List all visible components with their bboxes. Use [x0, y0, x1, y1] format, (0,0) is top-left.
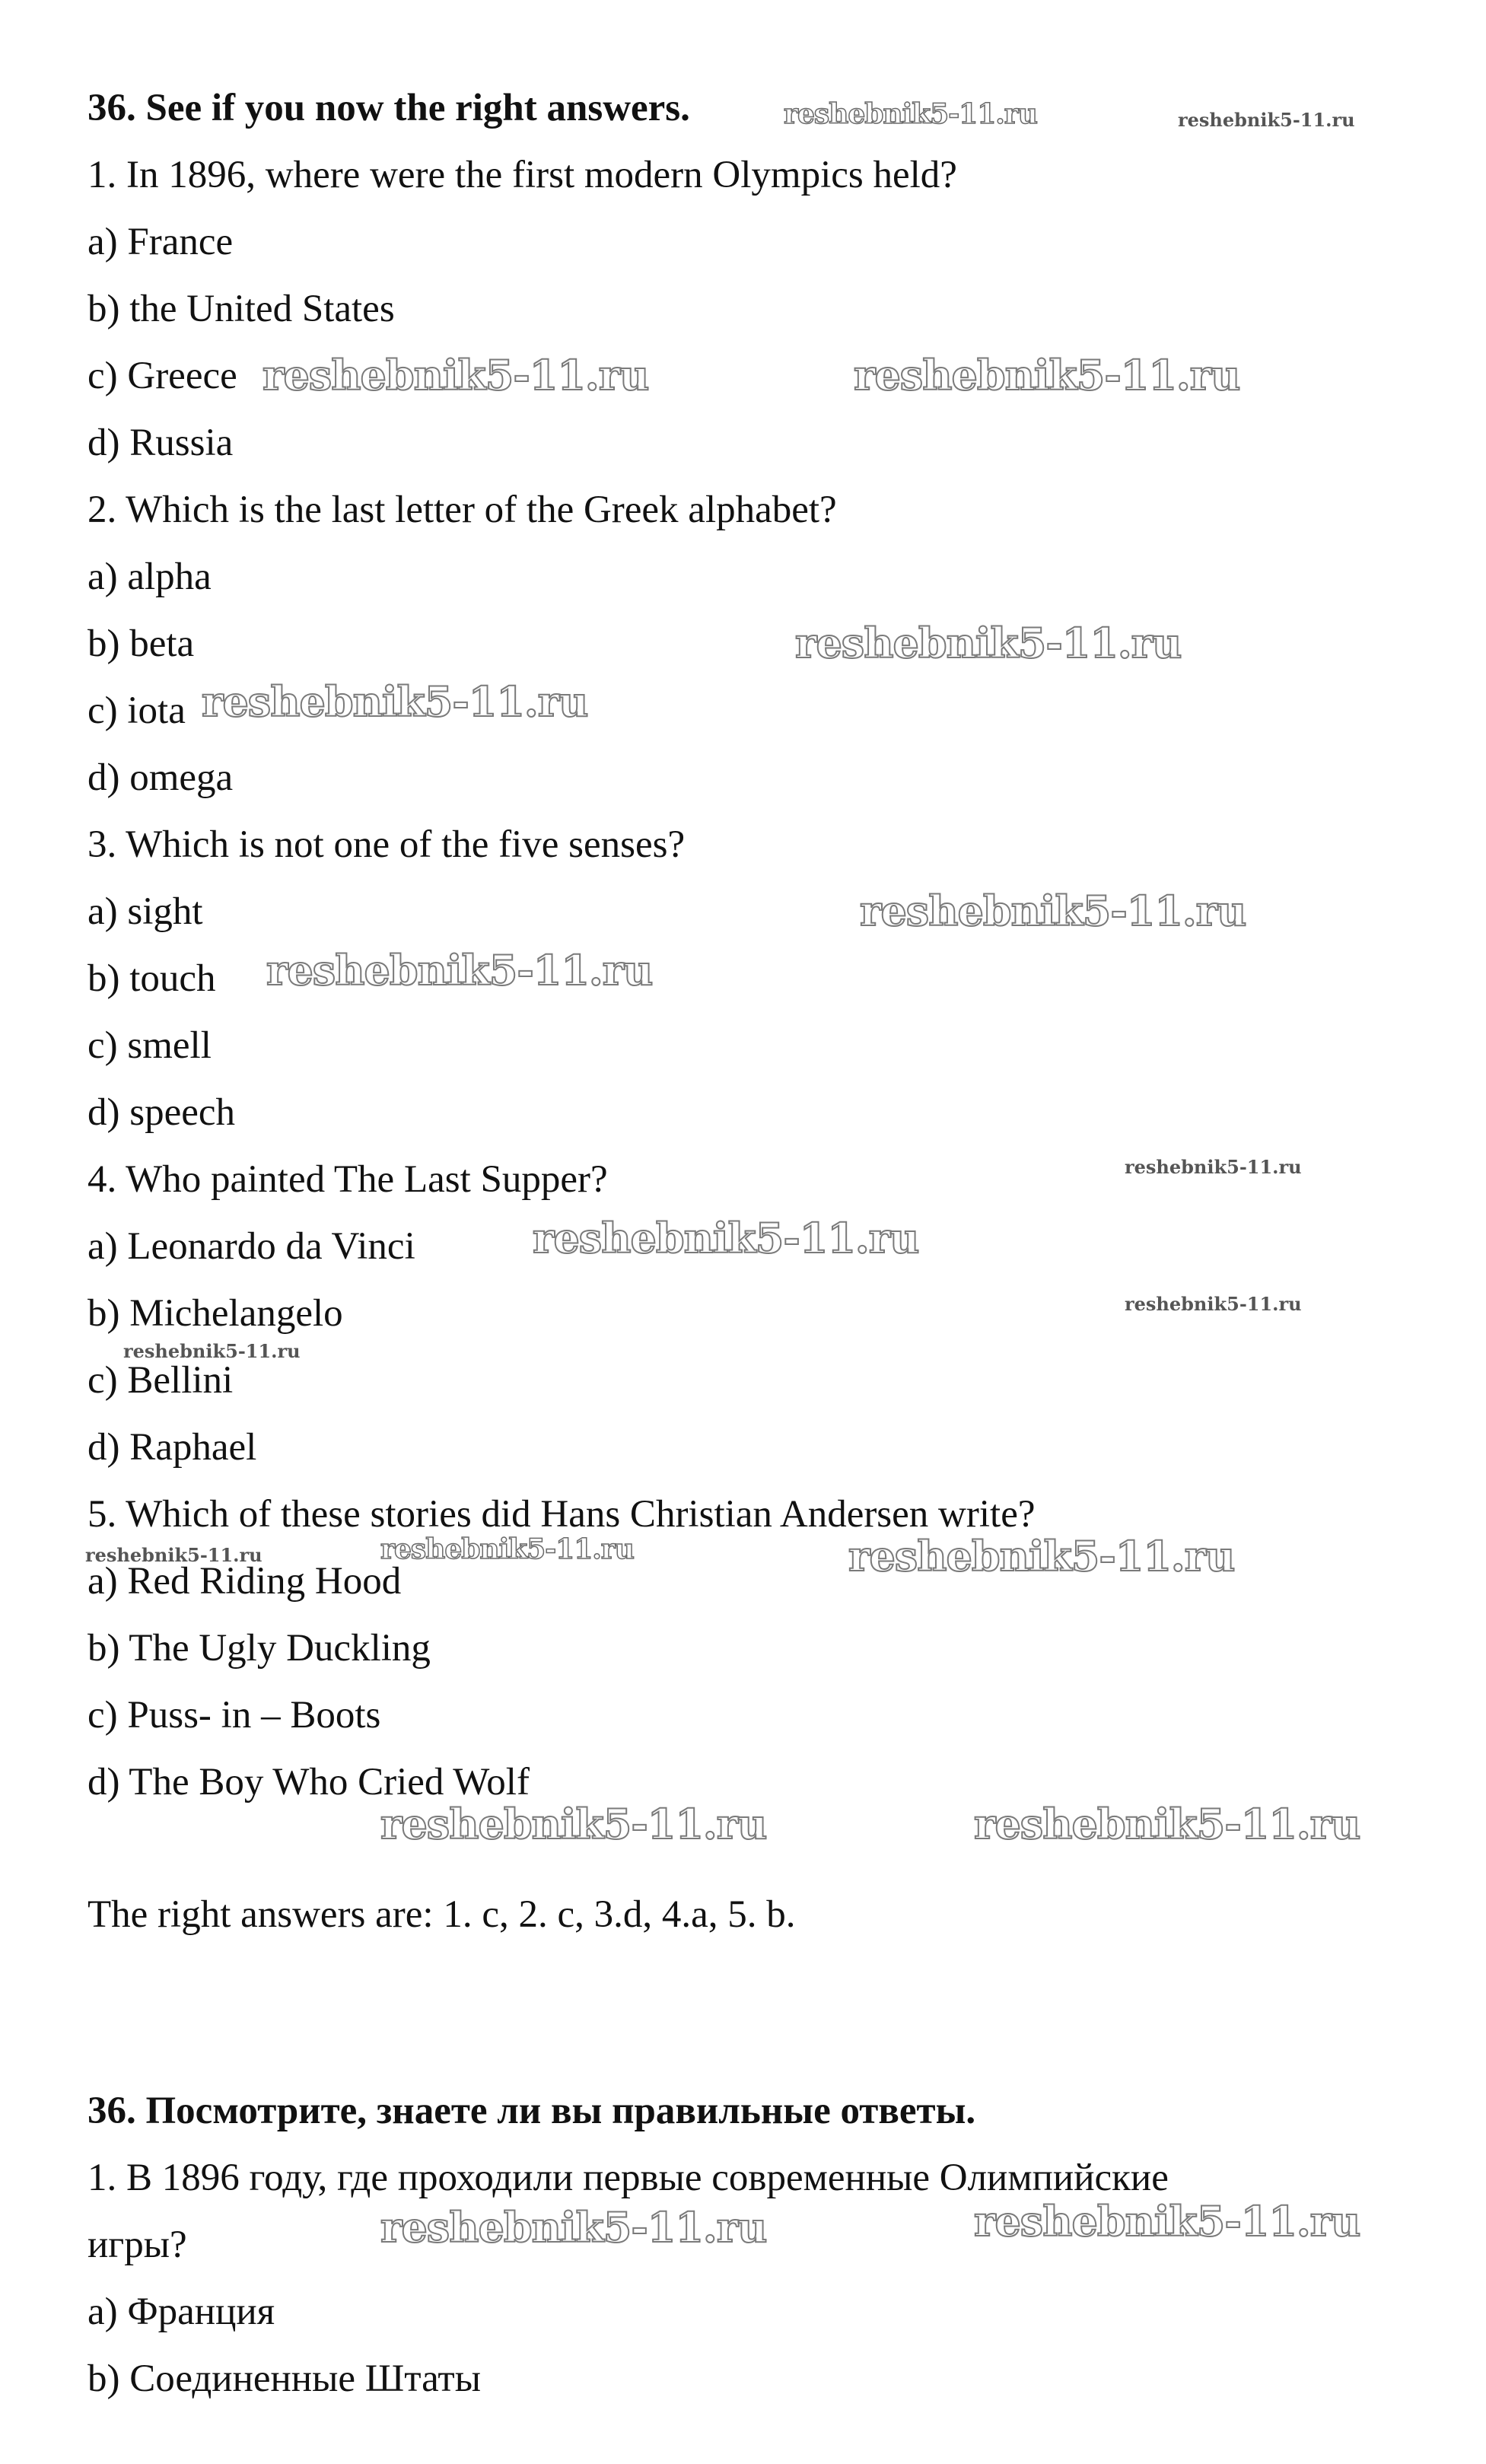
question-3: 3. Which is not one of the five senses?	[88, 823, 686, 866]
watermark: reshebnik5-11.ru	[123, 1340, 301, 1362]
q1-option-d: d) Russia	[88, 422, 234, 464]
q3-option-a: a) sight	[88, 890, 203, 933]
watermark: reshebnik5-11.ru	[266, 946, 653, 995]
watermark: reshebnik5-11.ru	[784, 98, 1037, 130]
q5-option-d: d) The Boy Who Cried Wolf	[88, 1761, 530, 1803]
q4-option-d: d) Raphael	[88, 1426, 257, 1469]
q5-option-c: c) Puss- in – Boots	[88, 1694, 381, 1737]
watermark: reshebnik5-11.ru	[380, 2203, 767, 2252]
watermark: reshebnik5-11.ru	[974, 2197, 1360, 2246]
english-heading: 36. See if you now the right answers.	[88, 87, 690, 129]
question-1: 1. In 1896, where were the first modern Olympics held?	[88, 154, 957, 196]
watermark: reshebnik5-11.ru	[1178, 109, 1355, 131]
q5-option-a: a) Red Riding Hood	[88, 1560, 402, 1603]
q1-option-a: a) France	[88, 221, 234, 263]
watermark: reshebnik5-11.ru	[795, 619, 1182, 667]
watermark: reshebnik5-11.ru	[263, 351, 649, 400]
watermark: reshebnik5-11.ru	[1125, 1293, 1302, 1315]
watermark: reshebnik5-11.ru	[85, 1544, 263, 1566]
q4-option-a: a) Leonardo da Vinci	[88, 1225, 415, 1268]
ru-option-b: b) Соединенные Штаты	[88, 2357, 481, 2400]
watermark: reshebnik5-11.ru	[380, 1800, 767, 1848]
watermark: reshebnik5-11.ru	[380, 1533, 634, 1565]
question-4: 4. Who painted The Last Supper?	[88, 1158, 608, 1201]
ru-option-a: a) Франция	[88, 2291, 275, 2333]
ru-question-1-line2: игры?	[88, 2224, 187, 2266]
q3-option-d: d) speech	[88, 1091, 235, 1134]
q2-option-d: d) omega	[88, 756, 234, 799]
russian-heading: 36. Посмотрите, знаете ли вы правильные ответы.	[88, 2090, 976, 2132]
q2-option-b: b) beta	[88, 622, 195, 665]
watermark: reshebnik5-11.ru	[533, 1214, 919, 1262]
q2-option-a: a) alpha	[88, 556, 212, 598]
watermark: reshebnik5-11.ru	[848, 1532, 1235, 1581]
watermark: reshebnik5-11.ru	[202, 677, 588, 726]
ru-question-1-line1: 1. В 1896 году, где проходили первые современные Олимпийские	[88, 2157, 1169, 2199]
watermark: reshebnik5-11.ru	[860, 887, 1246, 935]
q1-option-b: b) the United States	[88, 288, 395, 330]
q3-option-b: b) touch	[88, 957, 216, 1000]
watermark: reshebnik5-11.ru	[854, 351, 1240, 400]
q4-option-c: c) Bellini	[88, 1359, 234, 1402]
watermark: reshebnik5-11.ru	[974, 1800, 1360, 1848]
answers-line: The right answers are: 1. c, 2. c, 3.d, 4.a, 5. b.	[88, 1893, 796, 1936]
question-5: 5. Which of these stories did Hans Christian Andersen write?	[88, 1493, 1036, 1536]
q3-option-c: c) smell	[88, 1024, 212, 1067]
q5-option-b: b) The Ugly Duckling	[88, 1627, 431, 1670]
q2-option-c: c) iota	[88, 689, 186, 732]
q1-option-c: c) Greece	[88, 355, 237, 397]
watermark: reshebnik5-11.ru	[1125, 1156, 1302, 1178]
question-2: 2. Which is the last letter of the Greek alphabet?	[88, 489, 837, 531]
q4-option-b: b) Michelangelo	[88, 1292, 343, 1335]
